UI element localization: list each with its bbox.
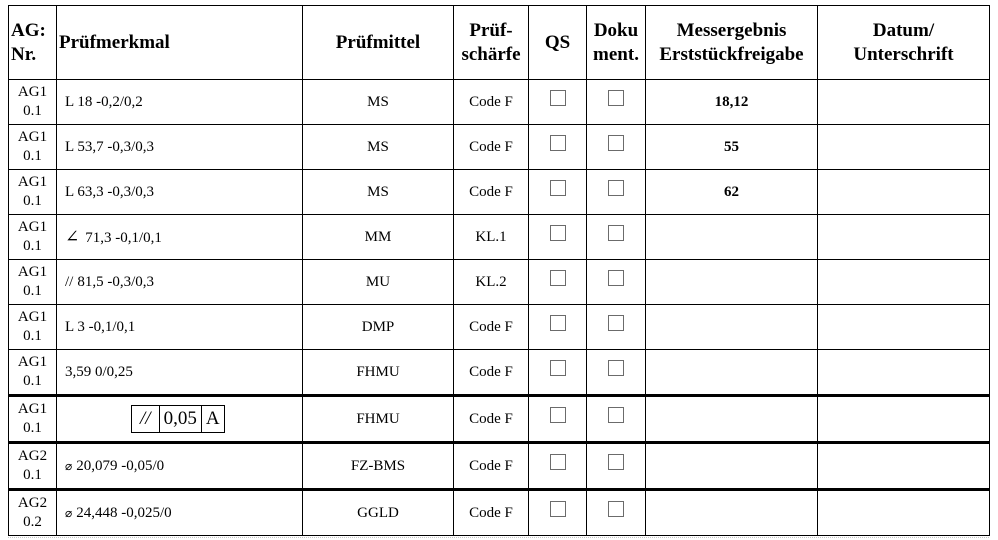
messergebnis-cell[interactable]: 62 [646, 170, 818, 215]
qs-checkbox[interactable] [550, 90, 566, 106]
page-bottom-divider [8, 537, 989, 538]
pruefschaerfe-cell: KL.1 [454, 215, 529, 260]
qs-cell [529, 170, 587, 215]
dokument-checkbox[interactable] [608, 135, 624, 151]
ag-number-cell [9, 490, 57, 536]
dokument-cell [587, 215, 646, 260]
qs-checkbox[interactable] [550, 180, 566, 196]
diameter-icon: ⌀ [65, 458, 73, 473]
dokument-cell [587, 125, 646, 170]
table-row [9, 490, 990, 536]
table-row [9, 443, 990, 490]
dokument-checkbox[interactable] [608, 180, 624, 196]
datum-unterschrift-cell[interactable] [818, 80, 990, 125]
qs-cell [529, 215, 587, 260]
feature-text: L 18 -0,2/0,2 [65, 93, 143, 110]
ag-number-cell [9, 443, 57, 490]
qs-cell [529, 260, 587, 305]
header-mess-label: Messergebnis Erststückfreigabe [659, 19, 804, 65]
pruefmerkmal-cell [57, 260, 303, 305]
ag-sub-number: 0.1 [23, 420, 42, 436]
qs-cell [529, 80, 587, 125]
qs-cell [529, 490, 587, 536]
pruefschaerfe-cell: Code F [454, 490, 529, 536]
ag-number: AG2 [17, 495, 48, 511]
pruefschaerfe-cell: Code F [454, 350, 529, 396]
dokument-cell [587, 260, 646, 305]
messergebnis-cell[interactable] [646, 443, 818, 490]
ag-sub-number: 0.1 [23, 328, 42, 344]
parallelism-icon: // [65, 273, 74, 290]
qs-checkbox[interactable] [550, 407, 566, 423]
ag-sub-number: 0.1 [23, 373, 42, 389]
inspection-table [8, 5, 990, 536]
ag-number-cell [9, 350, 57, 396]
qs-cell [529, 443, 587, 490]
pruefmittel-cell: MM [303, 215, 454, 260]
pruefmerkmal-cell [57, 215, 303, 260]
feature-text: L 3 -0,1/0,1 [65, 318, 136, 335]
pruefschaerfe-cell: Code F [454, 305, 529, 350]
messergebnis-cell[interactable] [646, 305, 818, 350]
qs-checkbox[interactable] [550, 315, 566, 331]
messergebnis-cell[interactable] [646, 350, 818, 396]
qs-cell [529, 125, 587, 170]
datum-unterschrift-cell[interactable] [818, 350, 990, 396]
dokument-checkbox[interactable] [608, 360, 624, 376]
ag-sub-number: 0.1 [23, 103, 42, 119]
dokument-checkbox[interactable] [608, 454, 624, 470]
table-row [9, 260, 990, 305]
pruefmittel-cell: MS [303, 170, 454, 215]
ag-number: AG1 [17, 174, 48, 190]
qs-cell [529, 396, 587, 443]
header-pruefmerkmal: Prüfmerkmal [57, 6, 303, 80]
datum-unterschrift-cell[interactable] [818, 490, 990, 536]
pruefschaerfe-cell: Code F [454, 443, 529, 490]
ag-number-cell [9, 260, 57, 305]
table-row [9, 215, 990, 260]
datum-unterschrift-cell[interactable] [818, 170, 990, 215]
feature-control-frame [131, 405, 225, 433]
ag-number-cell [9, 396, 57, 443]
datum-unterschrift-cell[interactable] [818, 443, 990, 490]
header-datum-unterschrift [818, 6, 990, 80]
qs-checkbox[interactable] [550, 501, 566, 517]
qs-cell [529, 350, 587, 396]
ag-sub-number: 0.1 [23, 193, 42, 209]
qs-checkbox[interactable] [550, 270, 566, 286]
datum-unterschrift-cell[interactable] [818, 125, 990, 170]
qs-checkbox[interactable] [550, 454, 566, 470]
feature-text: 3,59 0/0,25 [65, 363, 133, 380]
dokument-cell [587, 350, 646, 396]
pruefmerkmal-cell [57, 125, 303, 170]
ag-sub-number: 0.1 [23, 283, 42, 299]
datum-unterschrift-cell[interactable] [818, 396, 990, 443]
dokument-checkbox[interactable] [608, 315, 624, 331]
dokument-cell [587, 170, 646, 215]
ag-number: AG1 [17, 219, 48, 235]
feature-text: 24,448 -0,025/0 [76, 504, 172, 521]
angle-icon: ∠ [65, 227, 80, 246]
pruefschaerfe-cell: Code F [454, 80, 529, 125]
ag-number-cell [9, 170, 57, 215]
pruefschaerfe-cell: Code F [454, 125, 529, 170]
pruefmittel-cell: FHMU [303, 350, 454, 396]
ag-number: AG2 [17, 448, 48, 464]
feature-text: L 53,7 -0,3/0,3 [65, 138, 155, 155]
ag-sub-number: 0.1 [23, 148, 42, 164]
ag-sub-number: 0.1 [23, 238, 42, 254]
ag-number: AG1 [17, 354, 48, 370]
ag-number: AG1 [17, 264, 48, 280]
pruefmerkmal-cell [57, 80, 303, 125]
pruefmittel-cell: MS [303, 125, 454, 170]
table-row [9, 396, 990, 443]
datum-unterschrift-cell[interactable] [818, 260, 990, 305]
ag-number-cell [9, 305, 57, 350]
dokument-cell [587, 80, 646, 125]
ag-sub-number: 0.2 [23, 514, 42, 530]
datum-unterschrift-cell[interactable] [818, 215, 990, 260]
messergebnis-cell[interactable] [646, 396, 818, 443]
ag-number-cell [9, 215, 57, 260]
pruefmerkmal-cell [57, 443, 303, 490]
header-pruefmittel: Prüfmittel [303, 6, 454, 80]
ag-number-cell [9, 80, 57, 125]
dokument-cell [587, 443, 646, 490]
messergebnis-cell[interactable] [646, 490, 818, 536]
pruefschaerfe-cell: Code F [454, 396, 529, 443]
header-row [9, 6, 990, 80]
table-row [9, 305, 990, 350]
pruefschaerfe-cell: KL.2 [454, 260, 529, 305]
fcf-tolerance: 0,05 [160, 406, 202, 432]
feature-text: L 63,3 -0,3/0,3 [65, 183, 155, 200]
feature-text: 71,3 -0,1/0,1 [85, 230, 162, 246]
header-qs: QS [529, 6, 587, 80]
header-ag-label: AG: Nr. [11, 19, 46, 65]
diameter-icon: ⌀ [65, 505, 73, 520]
ag-number: AG1 [17, 129, 48, 145]
pruefmerkmal-cell [57, 396, 303, 443]
pruefmittel-cell: DMP [303, 305, 454, 350]
pruefmerkmal-cell [57, 490, 303, 536]
messergebnis-cell[interactable]: 55 [646, 125, 818, 170]
feature-text: 20,079 -0,05/0 [76, 457, 165, 474]
table-row [9, 80, 990, 125]
qs-cell [529, 305, 587, 350]
table-row [9, 170, 990, 215]
messergebnis-cell[interactable]: 18,12 [646, 80, 818, 125]
pruefmerkmal-cell [57, 350, 303, 396]
ag-sub-number: 0.1 [23, 467, 42, 483]
feature-text: 81,5 -0,3/0,3 [77, 273, 155, 290]
messergebnis-cell[interactable] [646, 215, 818, 260]
dokument-checkbox[interactable] [608, 225, 624, 241]
ag-number: AG1 [17, 84, 48, 100]
header-dokument [587, 6, 646, 80]
ag-number: AG1 [17, 309, 48, 325]
header-datum-label: Datum/ Unterschrift [853, 19, 954, 65]
pruefmerkmal-cell [57, 305, 303, 350]
dokument-cell [587, 396, 646, 443]
messergebnis-cell[interactable] [646, 260, 818, 305]
pruefmittel-cell: GGLD [303, 490, 454, 536]
dokument-checkbox[interactable] [608, 270, 624, 286]
pruefschaerfe-cell: Code F [454, 170, 529, 215]
ag-number-cell [9, 125, 57, 170]
qs-checkbox[interactable] [550, 360, 566, 376]
table-row [9, 350, 990, 396]
dokument-checkbox[interactable] [608, 90, 624, 106]
header-messergebnis [646, 6, 818, 80]
datum-unterschrift-cell[interactable] [818, 305, 990, 350]
parallelism-icon: // [132, 406, 160, 432]
dokument-cell [587, 305, 646, 350]
dokument-checkbox[interactable] [608, 501, 624, 517]
pruefmittel-cell: MS [303, 80, 454, 125]
qs-checkbox[interactable] [550, 225, 566, 241]
dokument-cell [587, 490, 646, 536]
qs-checkbox[interactable] [550, 135, 566, 151]
pruefmittel-cell: FHMU [303, 396, 454, 443]
header-doku-label: Doku ment. [593, 19, 639, 65]
pruefmittel-cell: FZ-BMS [303, 443, 454, 490]
table-row [9, 125, 990, 170]
dokument-checkbox[interactable] [608, 407, 624, 423]
pruefmerkmal-cell [57, 170, 303, 215]
header-ag-nr [9, 6, 57, 80]
header-pruefschaerfe [454, 6, 529, 80]
header-schaerfe-label: Prüf- schärfe [461, 19, 521, 65]
fcf-datum: A [205, 408, 220, 429]
pruefmittel-cell: MU [303, 260, 454, 305]
ag-number: AG1 [17, 401, 48, 417]
